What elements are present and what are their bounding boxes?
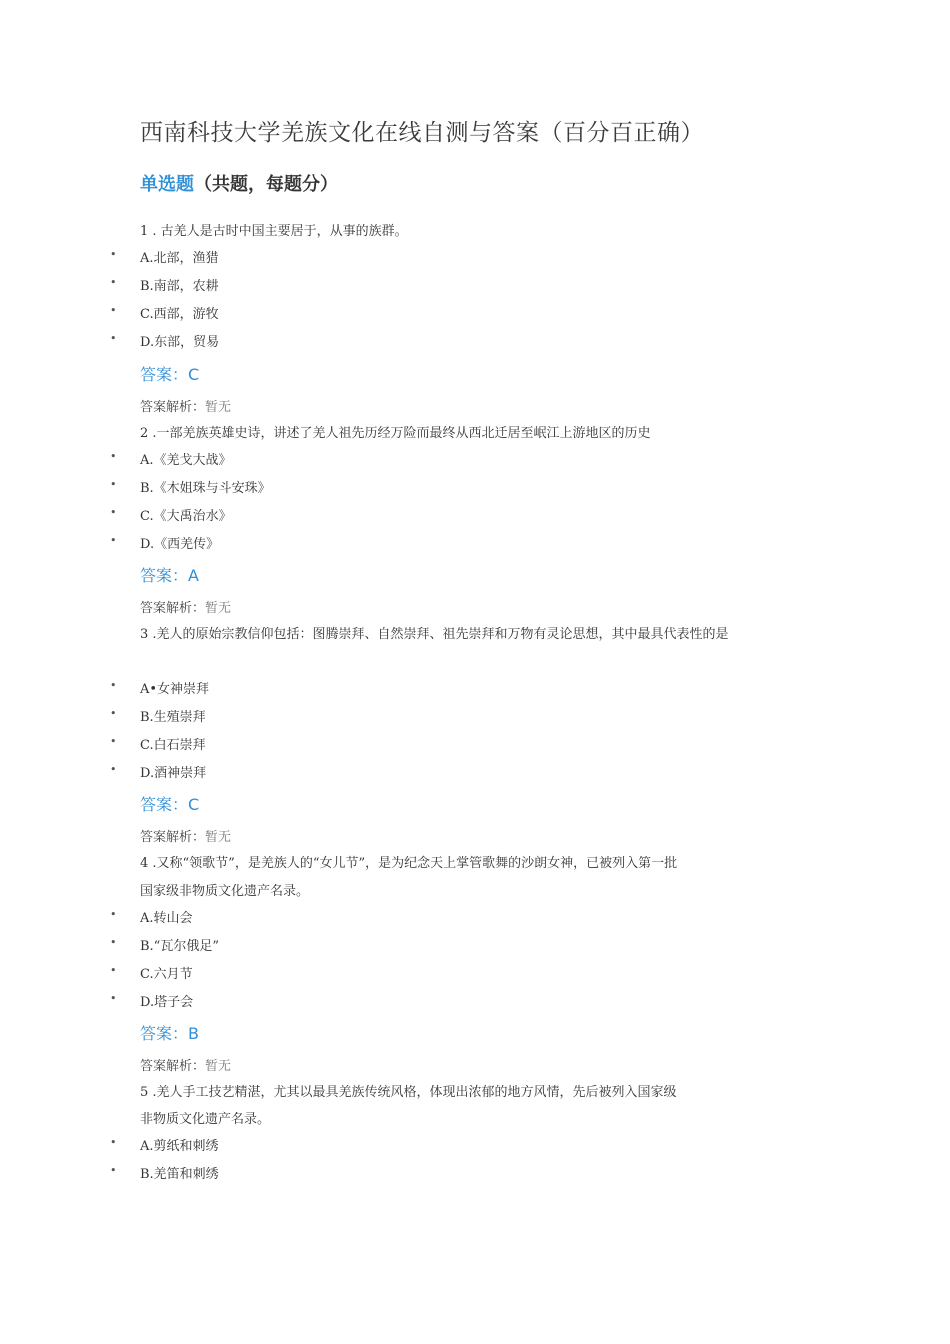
bullet-icon: • — [110, 936, 117, 949]
answer-option: B.生殖崇拜 — [140, 710, 206, 725]
answer-key: 答案：C — [140, 365, 200, 384]
answer-option: A.《羌戈大战》 — [140, 453, 232, 468]
bullet-icon: • — [110, 478, 117, 491]
answer-option: D.东部，贸易 — [140, 335, 220, 350]
explanation-label: 答案解析： — [140, 400, 206, 415]
answer-option: A.转山会 — [140, 911, 193, 926]
answer-option: D.塔子会 — [140, 995, 194, 1010]
answer-option: B.“瓦尔俄足” — [140, 939, 219, 954]
bullet-icon: • — [110, 735, 117, 748]
bullet-icon: • — [110, 908, 117, 921]
bullet-icon: • — [110, 248, 117, 261]
section-note: （共题，每题分） — [194, 174, 338, 195]
question-stem: 2 .一部羌族英雄史诗，讲述了羌人祖先历经万险而最终从西北迁居至岷江上游地区的历史 — [140, 426, 651, 441]
question-stem: 国家级非物质文化遗产名录。 — [140, 884, 310, 899]
bullet-icon: • — [110, 332, 117, 345]
explanation-value: 暂无 — [205, 830, 232, 845]
answer-explanation — [140, 396, 231, 415]
answer-explanation — [140, 1055, 231, 1074]
answer-option: A•女神崇拜 — [140, 682, 210, 697]
bullet-icon: • — [110, 1164, 117, 1177]
answer-option: C.《大禹治水》 — [140, 509, 232, 524]
document-title: 西南科技大学羌族文化在线自测与答案（百分百正确） — [140, 120, 704, 146]
explanation-value: 暂无 — [205, 601, 232, 616]
bullet-icon: • — [110, 992, 117, 1005]
question-stem: 4 .又称“领歌节”，是羌族人的“女儿节”，是为纪念天上掌管歌舞的沙朗女神，已被列入第一批 — [140, 856, 678, 871]
answer-explanation — [140, 597, 231, 616]
answer-option: C.六月节 — [140, 967, 193, 982]
explanation-label: 答案解析： — [140, 1059, 206, 1074]
bullet-icon: • — [110, 707, 117, 720]
answer-option: A.北部，渔猎 — [140, 251, 219, 266]
question-stem: 1 . 古羌人是古时中国主要居于，从事的族群。 — [140, 224, 408, 239]
answer-key: 答案：B — [140, 1024, 199, 1043]
answer-key: 答案：A — [140, 566, 199, 585]
answer-explanation — [140, 826, 231, 845]
question-stem: 5 .羌人手工技艺精湛，尤其以最具羌族传统风格，体现出浓郁的地方风情，先后被列入国家级 — [140, 1085, 677, 1100]
answer-key: 答案：C — [140, 795, 200, 814]
answer-option: C.白石崇拜 — [140, 738, 206, 753]
section-heading — [140, 170, 338, 196]
answer-option: D.酒神崇拜 — [140, 766, 207, 781]
answer-option: B.南部，农耕 — [140, 279, 219, 294]
answer-option: B.羌笛和刺绣 — [140, 1167, 219, 1182]
answer-option: A.剪纸和刺绣 — [140, 1139, 219, 1154]
bullet-icon: • — [110, 450, 117, 463]
bullet-icon: • — [110, 1136, 117, 1149]
explanation-label: 答案解析： — [140, 830, 206, 845]
bullet-icon: • — [110, 763, 117, 776]
section-label: 单选题 — [140, 174, 194, 195]
answer-option: D.《西羌传》 — [140, 537, 220, 552]
bullet-icon: • — [110, 679, 117, 692]
bullet-icon: • — [110, 276, 117, 289]
answer-option: B.《木姐珠与斗安珠》 — [140, 481, 271, 496]
question-stem: 3 .羌人的原始宗教信仰包括：图腾崇拜、自然崇拜、祖先崇拜和万物有灵论思想，其中最具代表性的是 — [140, 627, 729, 642]
question-stem: 非物质文化遗产名录。 — [140, 1112, 271, 1127]
explanation-value: 暂无 — [205, 400, 232, 415]
bullet-icon: • — [110, 506, 117, 519]
bullet-icon: • — [110, 534, 117, 547]
bullet-icon: • — [110, 304, 117, 317]
explanation-value: 暂无 — [205, 1059, 232, 1074]
answer-option: C.西部，游牧 — [140, 307, 219, 322]
explanation-label: 答案解析： — [140, 601, 206, 616]
bullet-icon: • — [110, 964, 117, 977]
